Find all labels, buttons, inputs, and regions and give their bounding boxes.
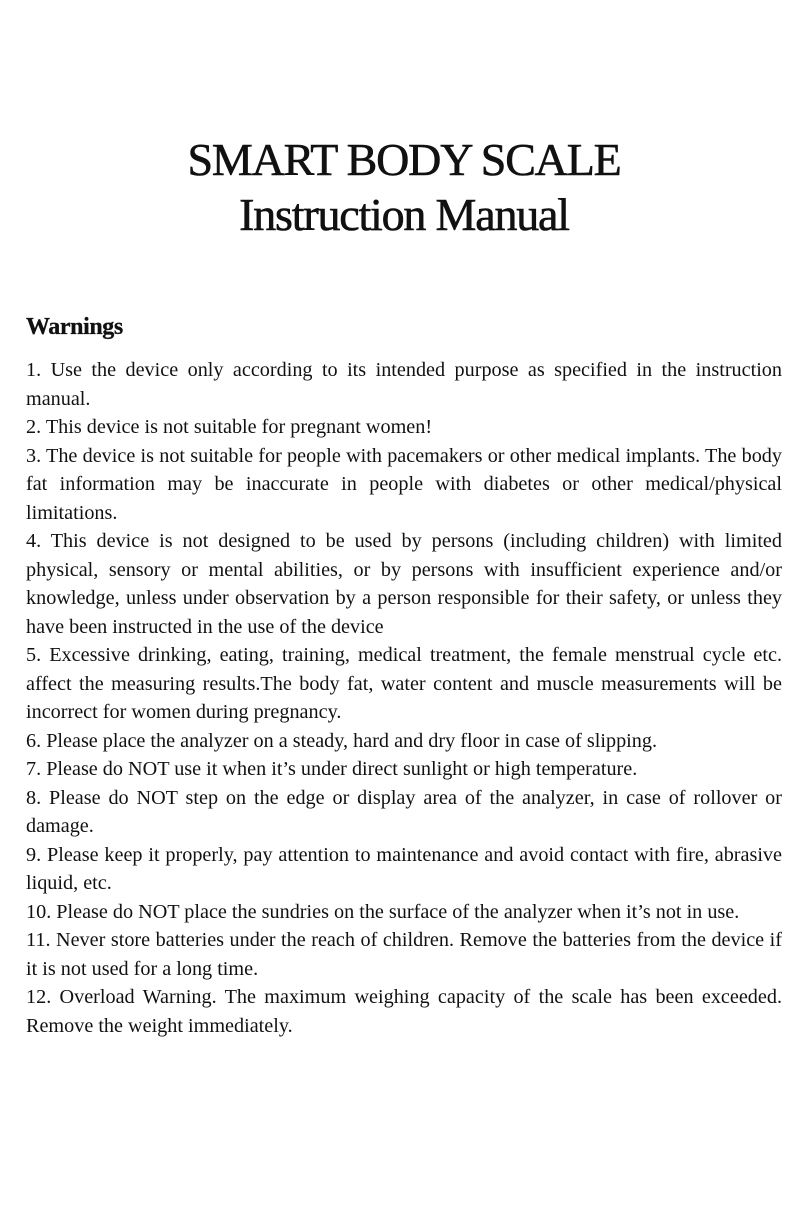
warning-item-10: 10. Please do NOT place the sundries on the surface of the analyzer when it’s not in use. xyxy=(26,900,740,923)
title-block xyxy=(0,132,808,242)
warning-item-12: 12. Overload Warning. The maximum weighing capacity of the scale has been exceeded. Remove the weight immediately. xyxy=(26,986,782,1037)
warning-item-8: 8. Please do NOT step on the edge or display area of the analyzer, in case of rollover or damage. xyxy=(26,786,782,837)
warning-item-2: 2. This device is not suitable for pregnant women! xyxy=(26,416,433,438)
warning-item-7: 7. Please do NOT use it when it’s under direct sunlight or high temperature. xyxy=(26,758,638,780)
warning-item-4: 4. This device is not designed to be used by persons (including children) with limited physical, sensory or mental abilities, or by persons with insufficient experience and/or knowledge, unless under observation by a person responsible for their safety, or unless they have been instructed in the use of the device xyxy=(26,530,782,638)
warnings-heading: Warnings xyxy=(26,314,123,340)
warning-item-3: 3. The device is not suitable for people with pacemakers or other medical implants. The body fat information may be inaccurate in people with diabetes or other medical/physical limitations. xyxy=(26,444,782,524)
product-title: SMART BODY SCALE xyxy=(187,134,621,185)
manual-title: Instruction Manual xyxy=(239,189,569,240)
warnings-list xyxy=(26,356,782,1040)
warning-item-6: 6. Please place the analyzer on a steady, hard and dry floor in case of slipping. xyxy=(26,729,658,752)
warning-item-5: 5. Excessive drinking, eating, training, medical treatment, the female menstrual cycle etc. affect the measuring results.The body fat, water content and muscle measurements will be incorrect for women during pregnancy. xyxy=(26,644,782,723)
warning-item-11: 11. Never store batteries under the reach of children. Remove the batteries from the device if it is not used for a long time. xyxy=(26,929,782,980)
warning-item-9: 9. Please keep it properly, pay attention to maintenance and avoid contact with fire, abrasive liquid, etc. xyxy=(26,843,782,894)
warning-item-1: 1. Use the device only according to its intended purpose as specified in the instruction manual. xyxy=(26,359,782,410)
